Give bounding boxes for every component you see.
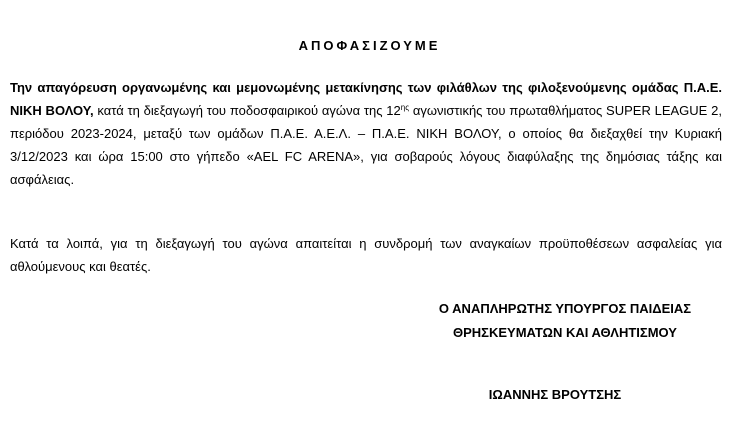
decision-heading: ΑΠΟΦΑΣΙΖΟΥΜΕ	[298, 38, 441, 53]
signatory-name: ΙΩΑΝΝΗΣ ΒΡΟΥΤΣΗΣ	[488, 387, 622, 402]
ordinal-superscript: ης	[400, 103, 410, 112]
conditions-paragraph: Κατά τα λοιπά, για τη διεξαγωγή του αγώνα απαιτείται η συνδρομή των αναγκαίων προϋποθέσεων ασφαλείας για αθλούμενους και θεατές.	[10, 236, 722, 274]
signatory-title	[420, 297, 710, 345]
signatory-title-line2: ΘΡΗΣΚΕΥΜΑΤΩΝ ΚΑΙ ΑΘΛΗΤΙΣΜΟΥ	[453, 325, 677, 340]
decision-text-part-a: κατά τη διεξαγωγή του ποδοσφαιρικού αγώνα της 12	[93, 103, 401, 118]
signatory-title-line1: Ο ΑΝΑΠΛΗΡΩΤΗΣ ΥΠΟΥΡΓΟΣ ΠΑΙΔΕΙΑΣ	[438, 301, 692, 316]
decision-paragraph	[10, 76, 722, 191]
decision-bold-lead: Την απαγόρευση οργανωμένης και μεμονωμένης μετακίνησης των φιλάθλων της φιλοξενούμενης ομάδας Π.Α.Ε. ΝΙΚΗ ΒΟΛΟΥ,	[10, 80, 722, 118]
decision-text-part-b: αγωνιστικής του πρωταθλήματος SUPER LEAGUE 2, περιόδου 2023-2024, μεταξύ των ομάδων Π.Α.Ε. Α.Ε.Λ. – Π.Α.Ε. ΝΙΚΗ ΒΟΛΟΥ, ο οποίος θα διεξαχθεί την Κυριακή 3/12/2023 και ώρα 15:00 στο γήπεδο «AEL FC ARENA», για σοβαρούς λόγους διαφύλαξης της δημόσιας τάξης και ασφάλειας.	[10, 103, 722, 187]
